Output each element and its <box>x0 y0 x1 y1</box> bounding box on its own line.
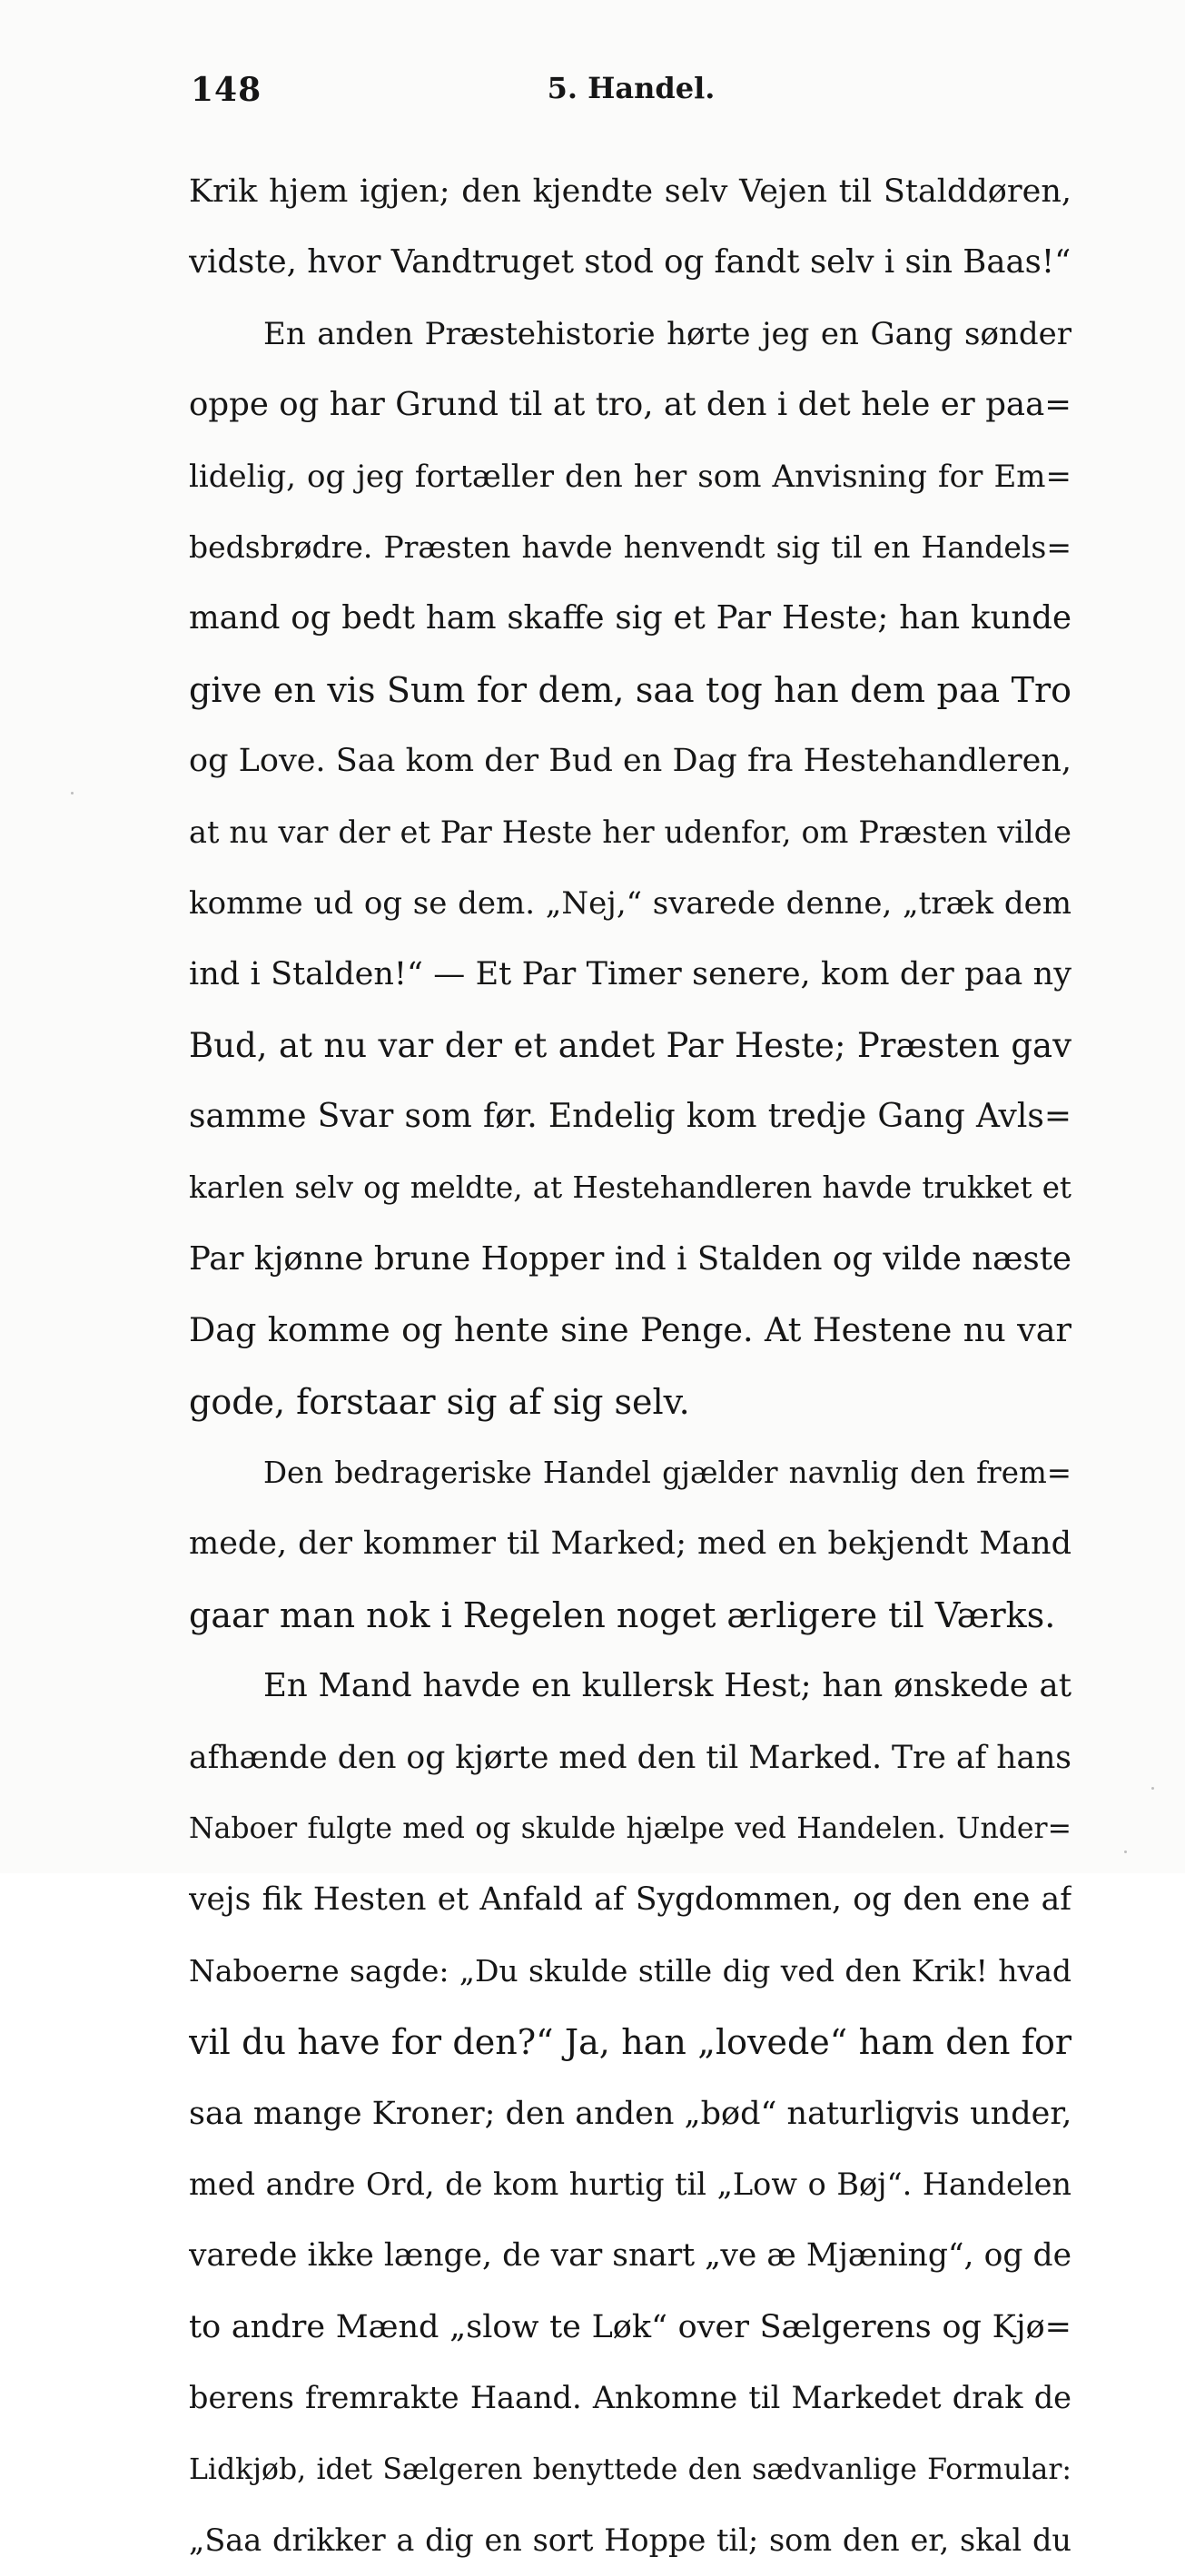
text-line: En Mand havde en kullersk Hest; han ønskede at <box>263 1667 1071 1705</box>
text-line: karlen selv og meldte, at Hestehandleren havde trukket et <box>189 1170 1071 1206</box>
text-line: Naboerne sagde: „Du skulde stille dig ved den Krik! hvad <box>189 1952 1071 1989</box>
text-line: at nu var der et Par Heste her udenfor, om Præsten vilde <box>189 814 1071 850</box>
text-line: En anden Præstehistorie hørte jeg en Gang sønder <box>263 315 1071 352</box>
text-line: lidelig, og jeg fortæller den her som Anvisning for Em= <box>189 458 1071 495</box>
text-line: ind i Stalden!“ — Et Par Timer senere, kom der paa ny <box>189 956 1071 993</box>
text-line: gaar man nok i Regelen noget ærligere til Værks. <box>189 1594 1056 1635</box>
text-line: mand og bedt ham skaffe sig et Par Heste; han kunde <box>189 599 1071 637</box>
text-line: mede, der kommer til Marked; med en bekjendt Mand <box>189 1525 1071 1563</box>
text-line: komme ud og se dem. „Nej,“ svarede denne, „træk dem <box>189 884 1071 922</box>
page-number: 148 <box>191 71 262 109</box>
text-line: „Saa drikker a dig en sort Hoppe til; som den er, skal du <box>189 2522 1071 2558</box>
paper-speck <box>1124 1851 1127 1853</box>
text-line: med andre Ord, de kom hurtig til „Low o Bøj“. Handelen <box>189 2166 1071 2202</box>
text-line: samme Svar som før. Endelig kom tredje Gang Avls= <box>189 1098 1071 1136</box>
text-line: berens fremrakte Haand. Ankomne til Markedet drak de <box>189 2380 1071 2416</box>
text-line: gode, forstaar sig af sig selv. <box>189 1381 690 1422</box>
text-line: Par kjønne brune Hopper ind i Stalden og vilde næste <box>189 1239 1071 1278</box>
running-head: 5. Handel. <box>547 71 716 105</box>
text-line: vil du have for den?“ Ja, han „lovede“ ham den for <box>189 2022 1071 2063</box>
text-line: vejs fik Hesten et Anfald af Sygdommen, og den ene af <box>189 1881 1071 1919</box>
paper-speck <box>71 792 74 795</box>
text-line: oppe og har Grund til at tro, at den i det hele er paa= <box>189 386 1071 424</box>
page-header <box>191 71 1071 125</box>
text-line: saa mange Kroner; den anden „bød“ naturligvis under, <box>189 2095 1071 2132</box>
text-line: Bud, at nu var der et andet Par Heste; Præsten gav <box>189 1025 1071 1065</box>
text-line: Dag komme og hente sine Penge. At Hestene nu var <box>189 1310 1071 1350</box>
paper-speck <box>1151 1787 1154 1790</box>
text-line: Krik hjem igjen; den kjendte selv Vejen til Stalddøren, <box>189 173 1071 210</box>
text-line: varede ikke længe, de var snart „ve æ Mjæning“, og de <box>189 2237 1071 2275</box>
text-line: bedsbrødre. Præsten havde henvendt sig til en Handels= <box>189 528 1071 565</box>
text-line: vidste, hvor Vandtruget stod og fandt selv i sin Baas!“ <box>189 243 1071 281</box>
text-line: og Love. Saa kom der Bud en Dag fra Hestehandleren, <box>189 743 1071 780</box>
text-line: to andre Mænd „slow te Løk“ over Sælgerens og Kjø= <box>189 2308 1071 2345</box>
text-line: afhænde den og kjørte med den til Marked. Tre af hans <box>189 1739 1071 1776</box>
body-text <box>189 156 1071 2576</box>
text-line: Lidkjøb, idet Sælgeren benyttede den sædvanlige Formular: <box>189 2453 1071 2486</box>
text-line: Naboer fulgte med og skulde hjælpe ved Handelen. Under= <box>189 1811 1071 1845</box>
text-line: Den bedrageriske Handel gjælder navnlig den frem= <box>263 1456 1071 1491</box>
text-line: give en vis Sum for dem, saa tog han dem paa Tro <box>189 669 1071 710</box>
